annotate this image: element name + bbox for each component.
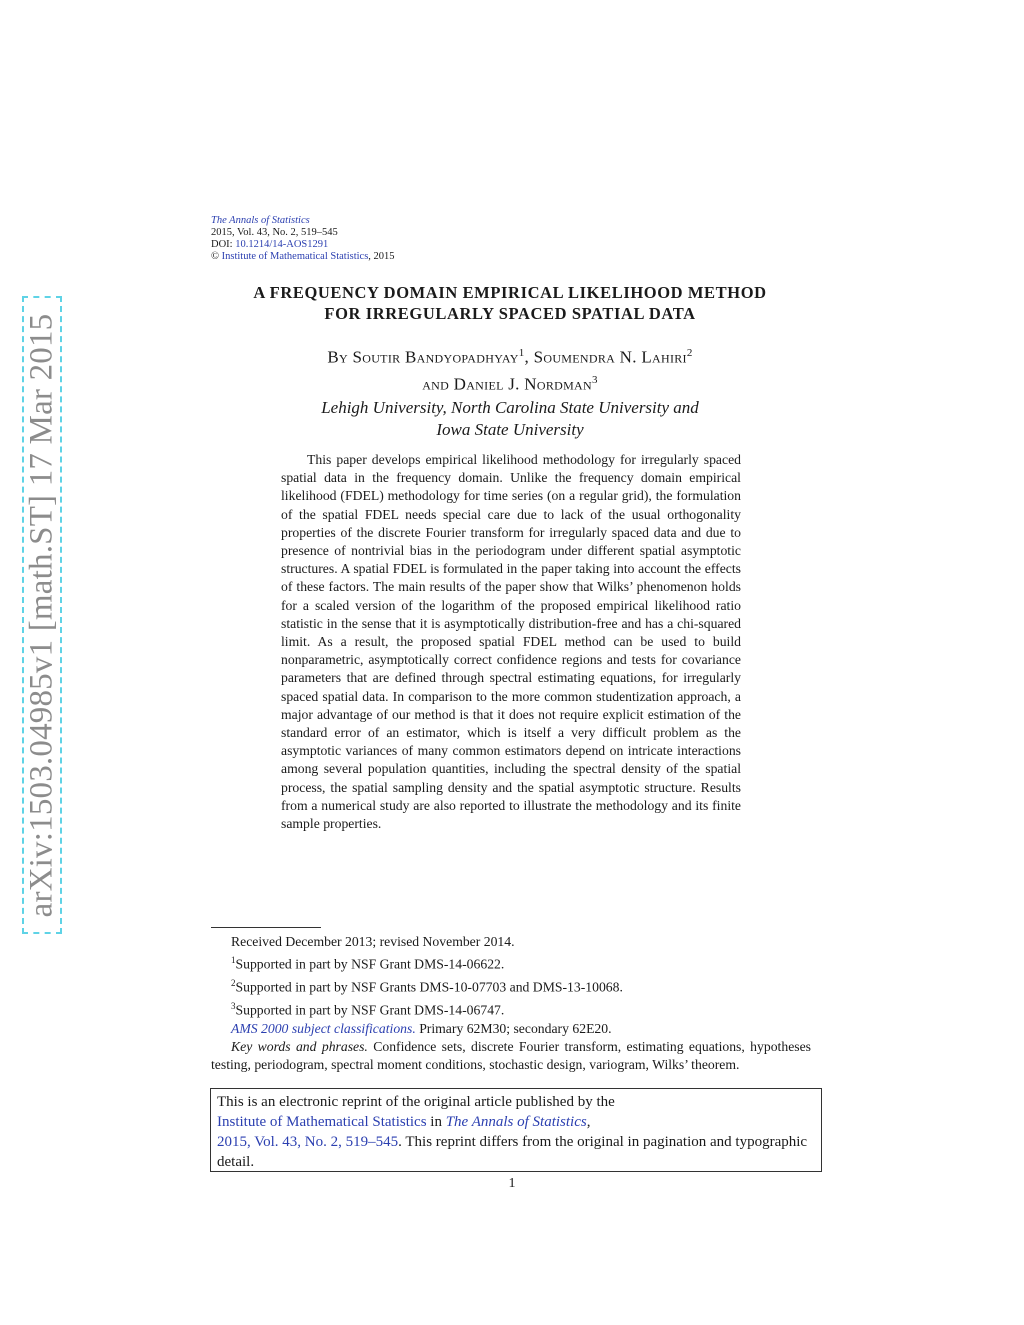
author-name: Soutir Bandyopadhyay — [352, 347, 519, 367]
footnote-divider — [211, 927, 321, 928]
keywords — [211, 1038, 811, 1074]
copyright-year: , 2015 — [368, 251, 395, 262]
publisher-link[interactable]: Institute of Mathematical Statistics — [221, 251, 369, 262]
reprint-rest: . This reprint differs from the original in pagination and typographic detail. — [217, 1134, 808, 1170]
and-word: and — [422, 374, 454, 394]
footnotes — [211, 933, 811, 1074]
footnote-text: Supported in part by NSF Grants DMS-10-07703 and DMS-13-10068. — [235, 979, 623, 995]
ams-classification-link[interactable]: AMS 2000 subject classifications. — [231, 1020, 416, 1036]
footnote-text: Supported in part by NSF Grant DMS-14-06747. — [235, 1002, 505, 1018]
reprint-publisher-link[interactable]: Institute of Mathematical Statistics — [217, 1114, 427, 1130]
footnote — [211, 951, 811, 974]
footnote-number: 3 — [231, 1000, 236, 1011]
author-name: Soumendra N. Lahiri — [533, 347, 687, 367]
keywords-text: Confidence sets, discrete Fourier transform, estimating equations, hypotheses testing, periodogram, spectral moment conditions, stochastic design, variogram, Wilks’ theorem. — [211, 1038, 811, 1072]
paper-title — [200, 282, 820, 324]
footnote — [211, 974, 811, 997]
title-line-2: FOR IRREGULARLY SPACED SPATIAL DATA — [324, 304, 696, 323]
author-list — [200, 342, 820, 395]
arxiv-stamp — [22, 296, 62, 934]
doi-label: DOI: — [211, 239, 233, 250]
author-footnote-mark: 2 — [686, 347, 693, 359]
arxiv-identifier: arXiv:1503.04985v1 [math.ST] 17 Mar 2015 — [23, 313, 60, 917]
reprint-journal-link[interactable]: The Annals of Statistics — [445, 1114, 587, 1130]
journal-header — [211, 215, 395, 263]
footnote — [211, 997, 811, 1020]
page-number: 1 — [508, 1176, 516, 1191]
author-name: Daniel J. Nordman — [453, 374, 592, 394]
volume-line: 2015, Vol. 43, No. 2, 519–545 — [211, 227, 338, 238]
received-note: Received December 2013; revised November 2014. — [231, 934, 515, 949]
author-footnote-mark: 1 — [518, 347, 525, 359]
title-line-1: A FREQUENCY DOMAIN EMPIRICAL LIKELIHOOD METHOD — [253, 283, 767, 302]
affiliation-line-2: Iowa State University — [436, 420, 584, 439]
keywords-label: Key words and phrases. — [231, 1038, 368, 1054]
reprint-citation-link[interactable]: 2015, Vol. 43, No. 2, 519–545 — [217, 1134, 399, 1150]
author-footnote-mark: 3 — [592, 373, 598, 386]
footnote-number: 2 — [231, 977, 236, 988]
copyright-symbol: © — [211, 251, 219, 262]
affiliation-line-1: Lehigh University, North Carolina State University and — [321, 398, 699, 417]
reprint-notice — [210, 1088, 822, 1172]
doi-link[interactable]: 10.1214/14-AOS1291 — [235, 239, 329, 250]
reprint-in: in — [426, 1114, 446, 1130]
ams-classification-text: Primary 62M30; secondary 62E20. — [415, 1020, 612, 1036]
affiliation — [200, 397, 820, 441]
reprint-intro: This is an electronic reprint of the original article published by the — [217, 1094, 615, 1110]
abstract: This paper develops empirical likelihood methodology for irregularly spaced spatial data in the frequency domain. Unlike the frequency domain empirical likelihood (FDEL) methodology for time series (on a regular grid), the formulation of the spatial FDEL needs special care due to lack of the usual orthogonality properties of the discrete Fourier transform for irregularly spaced data and due to presence of nontrivial bias in the periodogram under different spatial asymptotic structures. A spatial FDEL is formulated in the paper taking into account the effects of these factors. The main results of the paper show that Wilks’ phenomenon holds for a scaled version of the logarithm of the proposed empirical likelihood ratio statistic in the sense that it is asymptotically distribution-free and has a chi-squared limit. As a result, the proposed spatial FDEL method can be used to build nonparametric, asymptotically correct confidence regions and tests for covariance parameters that are defined through spectral estimating equations, for irregularly spaced spatial data. In comparison to the more common studentization approach, a major advantage of our method is that it does not require explicit estimation of the standard error of an estimator, which is itself a very difficult problem as the asymptotic variances of many common estimators depend on intricate interactions among several population quantities, including the spectral density of the spatial process, the spatial sampling density and the spatial asymptotic structure. Results from a numerical study are also reported to illustrate the methodology and its finite sample properties. — [281, 452, 741, 832]
footnote-number: 1 — [231, 955, 236, 966]
by-prefix: By — [327, 347, 353, 367]
footnote-text: Supported in part by NSF Grant DMS-14-06622. — [235, 956, 505, 972]
journal-name-link[interactable]: The Annals of Statistics — [211, 215, 310, 226]
reprint-comma: , — [586, 1114, 591, 1130]
ams-classification — [211, 1020, 811, 1038]
author-separator: , — [524, 347, 534, 367]
